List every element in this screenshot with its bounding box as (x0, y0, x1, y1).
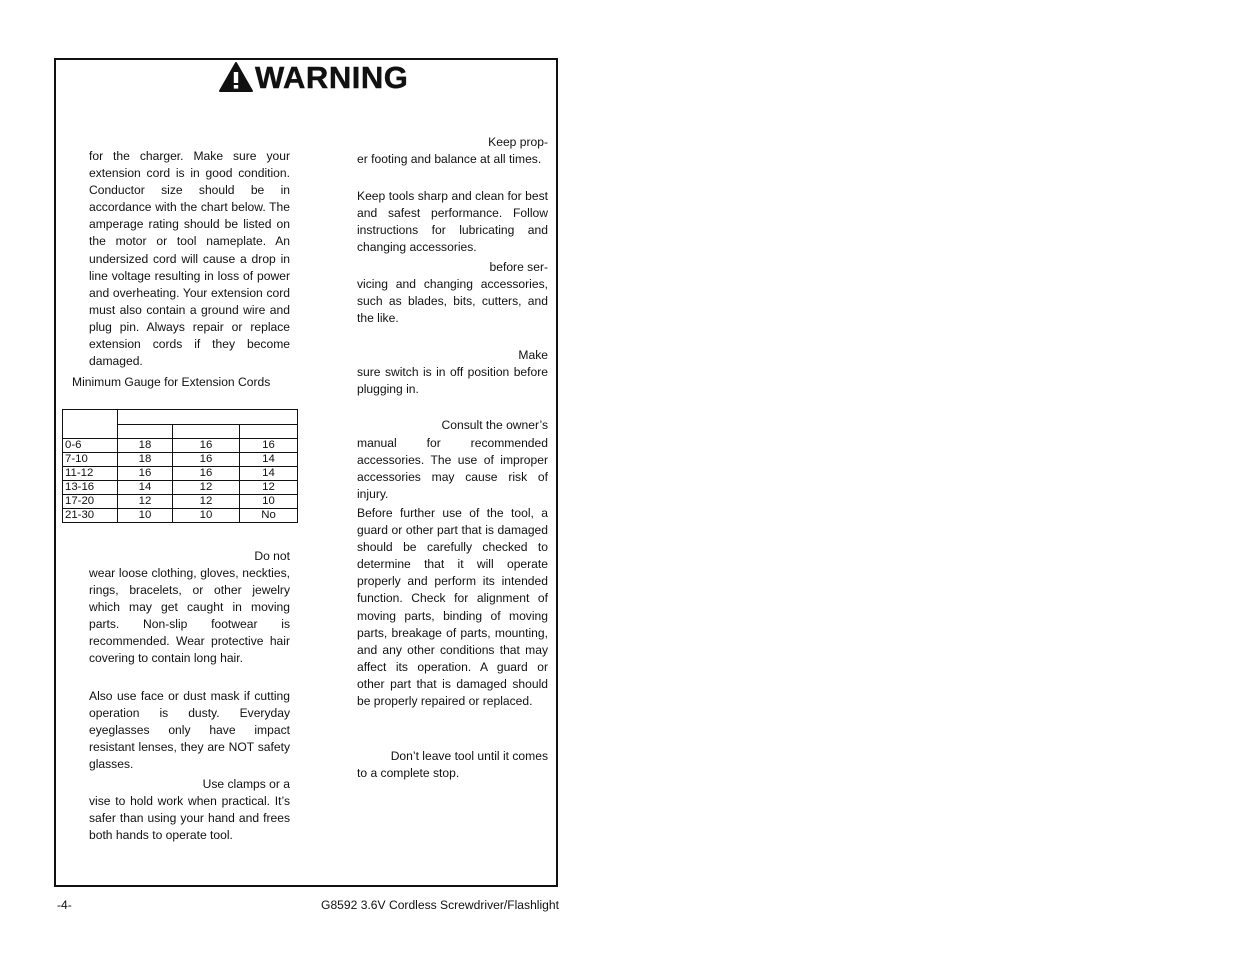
disconnect-paragraph-lead: before ser- (489, 260, 548, 274)
warning-title: WARNING (255, 59, 409, 95)
table-cell: 16 (173, 467, 240, 481)
table-header-cell (240, 425, 298, 439)
table-cell: 12 (173, 495, 240, 509)
table-row (63, 495, 298, 509)
damaged-parts-paragraph: Before further use of the tool, a guard or other part that is damaged should be carefully checked to determine that it will operate properly and perform its intended function. Check for alignment of moving parts, binding of moving parts, breakage of parts, mounting, and any other conditions that may affect its operation. A guard or other part that is damaged should be properly repaired or replaced. (357, 506, 548, 709)
table-cell: 10 (173, 509, 240, 523)
table-cell: 7-10 (63, 453, 118, 467)
table-cell: 16 (240, 439, 298, 453)
extension-cord-paragraph: for the charger. Make sure your extension cord is in good condition. Conductor size should be in accordance with the chart below. The amperage rating should be listed on the motor or tool nameplate. An undersized cord will cause a drop in line voltage resulting in loss of power and overheating. Your extension cord must also contain a ground wire and plug pin. Always repair or replace extension cords if they become damaged. (89, 149, 290, 369)
page-number: -4- (57, 898, 72, 912)
unattended-paragraph: to a complete stop. (357, 766, 460, 780)
switch-paragraph: sure switch is in off position before plugging in. (357, 365, 548, 397)
table-cell: 10 (118, 509, 173, 523)
table-cell: 14 (118, 481, 173, 495)
table-header-cell (118, 410, 298, 425)
table-row (63, 509, 298, 523)
table-cell: 14 (240, 453, 298, 467)
table-cell: 16 (173, 453, 240, 467)
table-row (63, 481, 298, 495)
table-cell: 16 (173, 439, 240, 453)
table-cell: 21-30 (63, 509, 118, 523)
product-title: G8592 3.6V Cordless Screwdriver/Flashlight (321, 898, 559, 912)
secure-work-paragraph-lead: Use clamps or a (202, 777, 290, 791)
disconnect-paragraph: vicing and changing accessories, such as blades, bits, cutters, and the like. (357, 277, 548, 326)
footing-paragraph: er footing and balance at all times. (357, 152, 542, 166)
table-cell: No (240, 509, 298, 523)
table-cell: 14 (240, 467, 298, 481)
secure-work-paragraph: vise to hold work when practical. It’s safer than using your hand and frees both hands to operate tool. (89, 794, 290, 843)
table-cell: 13-16 (63, 481, 118, 495)
switch-paragraph-lead: Make (518, 348, 548, 362)
footing-paragraph-lead: Keep prop- (488, 135, 548, 149)
table-row (63, 453, 298, 467)
table-cell: 11-12 (63, 467, 118, 481)
maintain-tools-paragraph: Keep tools sharp and clean for best and safest performance. Follow instructions for lubricating and changing accessories. (357, 189, 548, 255)
table-cell: 12 (240, 481, 298, 495)
table-cell: 0-6 (63, 439, 118, 453)
table-cell: 16 (118, 467, 173, 481)
accessories-paragraph-lead: Consult the owner’s (441, 418, 548, 432)
clothing-paragraph-lead: Do not (254, 549, 290, 563)
table-row (63, 467, 298, 481)
warning-triangle-icon (218, 61, 254, 93)
table-cell: 12 (118, 495, 173, 509)
table-header-cell (118, 425, 173, 439)
table-cell: 12 (173, 481, 240, 495)
table-cell: 18 (118, 453, 173, 467)
table-cell: 10 (240, 495, 298, 509)
table-header-cell (173, 425, 240, 439)
accessories-paragraph: manual for recommended accessories. The use of improper accessories may cause risk of injury. (357, 436, 548, 502)
table-row (63, 439, 298, 453)
eye-protection-paragraph: Also use face or dust mask if cutting operation is dusty. Everyday eyeglasses only have impact resistant lenses, they are NOT safety glasses. (89, 689, 290, 772)
unattended-paragraph-lead: Don’t leave tool until it comes (390, 749, 548, 763)
table-header-cell (63, 410, 118, 439)
warning-header (218, 60, 408, 94)
table-caption: Minimum Gauge for Extension Cords (72, 375, 271, 389)
extension-cord-gauge-table (62, 409, 298, 523)
table-cell: 17-20 (63, 495, 118, 509)
clothing-paragraph: wear loose clothing, gloves, neckties, rings, bracelets, or other jewelry which may get caught in moving parts. Non-slip footwear is recommended. Wear protective hair covering to contain long hair. (89, 566, 290, 666)
table-cell: 18 (118, 439, 173, 453)
